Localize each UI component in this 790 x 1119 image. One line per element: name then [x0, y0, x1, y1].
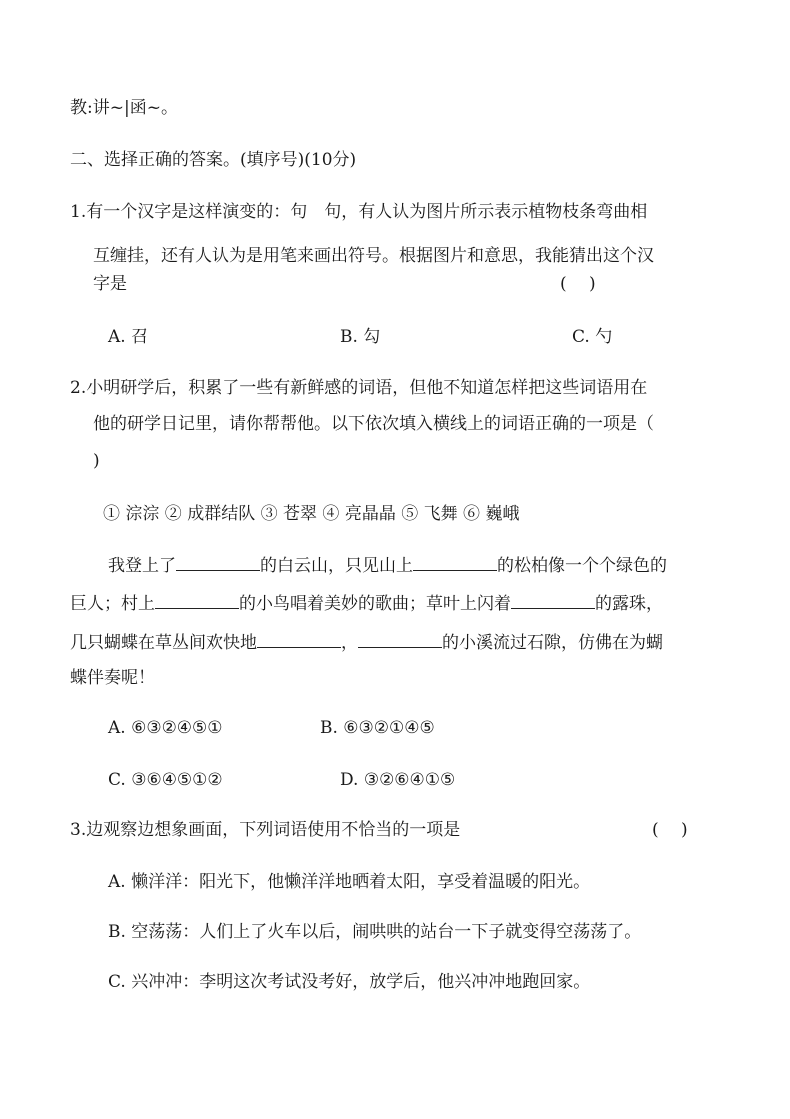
q1-answer-paren[interactable]: ( ) [560, 274, 596, 294]
passage-text: 巨人；村上 [70, 594, 155, 614]
passage-text: 的小溪流过石隙，仿佛在为蝴 [442, 633, 663, 653]
q2-word-bank: ① 淙淙 ② 成群结队 ③ 苍翠 ④ 亮晶晶 ⑤ 飞舞 ⑥ 巍峨 [103, 504, 520, 524]
q3-answer-paren[interactable]: ( ) [652, 820, 688, 840]
passage-text: 几只蝴蝶在草丛间欢快地 [70, 633, 257, 653]
answer-blank-6[interactable] [358, 629, 442, 648]
answer-blank-5[interactable] [257, 629, 341, 648]
passage-text: 的露珠， [595, 594, 663, 614]
section-heading: 二、选择正确的答案。(填序号)(10分) [70, 150, 357, 170]
passage-text: 的松柏像一个个绿色的 [497, 556, 667, 576]
passage-text: 我登上了 [108, 556, 176, 576]
q1-option-c[interactable]: C. 勺 [572, 327, 613, 347]
q2-option-b[interactable]: B. ⑥③②①④⑤ [320, 718, 435, 738]
q2-passage-line-2 [70, 590, 663, 616]
q1-line-3: 字是 [93, 274, 127, 294]
q2-line-3: ) [93, 451, 100, 471]
passage-text: 的白云山，只见山上 [260, 556, 413, 576]
q2-passage-line-1 [108, 552, 667, 578]
q3-line-1: 3.边观察边想象画面，下列词语使用不恰当的一项是 [70, 820, 461, 840]
q3-option-b[interactable]: B. 空荡荡：人们上了火车以后，闹哄哄的站台一下子就变得空荡荡了。 [108, 922, 642, 942]
q2-line-2: 他的研学日记里，请你帮帮他。以下依次填入横线上的词语正确的一项是（ [93, 414, 654, 434]
q1-option-b[interactable]: B. 勾 [340, 327, 381, 347]
q1-line-1: 1.有一个汉字是这样演变的：句 句，有人认为图片所示表示植物枝条弯曲相 [70, 202, 648, 222]
answer-blank-3[interactable] [155, 590, 239, 609]
q2-line-1: 2.小明研学后，积累了一些有新鲜感的词语，但他不知道怎样把这些词语用在 [70, 378, 648, 398]
answer-blank-2[interactable] [413, 552, 497, 571]
q3-option-a[interactable]: A. 懒洋洋：阳光下，他懒洋洋地晒着太阳，享受着温暖的阳光。 [108, 872, 591, 892]
q1-line-2: 互缠挂，还有人认为是用笔来画出符号。根据图片和意思，我能猜出这个汉 [93, 246, 654, 266]
passage-text: ， [341, 633, 358, 653]
answer-blank-1[interactable] [176, 552, 260, 571]
q2-passage-line-4: 蝶伴奏呢！ [70, 668, 155, 688]
q2-option-d[interactable]: D. ③②⑥④①⑤ [340, 770, 456, 790]
q3-option-c[interactable]: C. 兴冲冲：李明这次考试没考好，放学后，他兴冲冲地跑回家。 [108, 972, 591, 992]
q1-option-a[interactable]: A. 召 [108, 327, 149, 347]
q2-option-a[interactable]: A. ⑥③②④⑤① [108, 718, 223, 738]
q2-passage-line-3 [70, 629, 663, 655]
answer-blank-4[interactable] [511, 590, 595, 609]
q2-option-c[interactable]: C. ③⑥④⑤①② [108, 770, 223, 790]
top-line: 教:讲~|函~。 [70, 98, 178, 118]
passage-text: 的小鸟唱着美妙的歌曲；草叶上闪着 [239, 594, 511, 614]
